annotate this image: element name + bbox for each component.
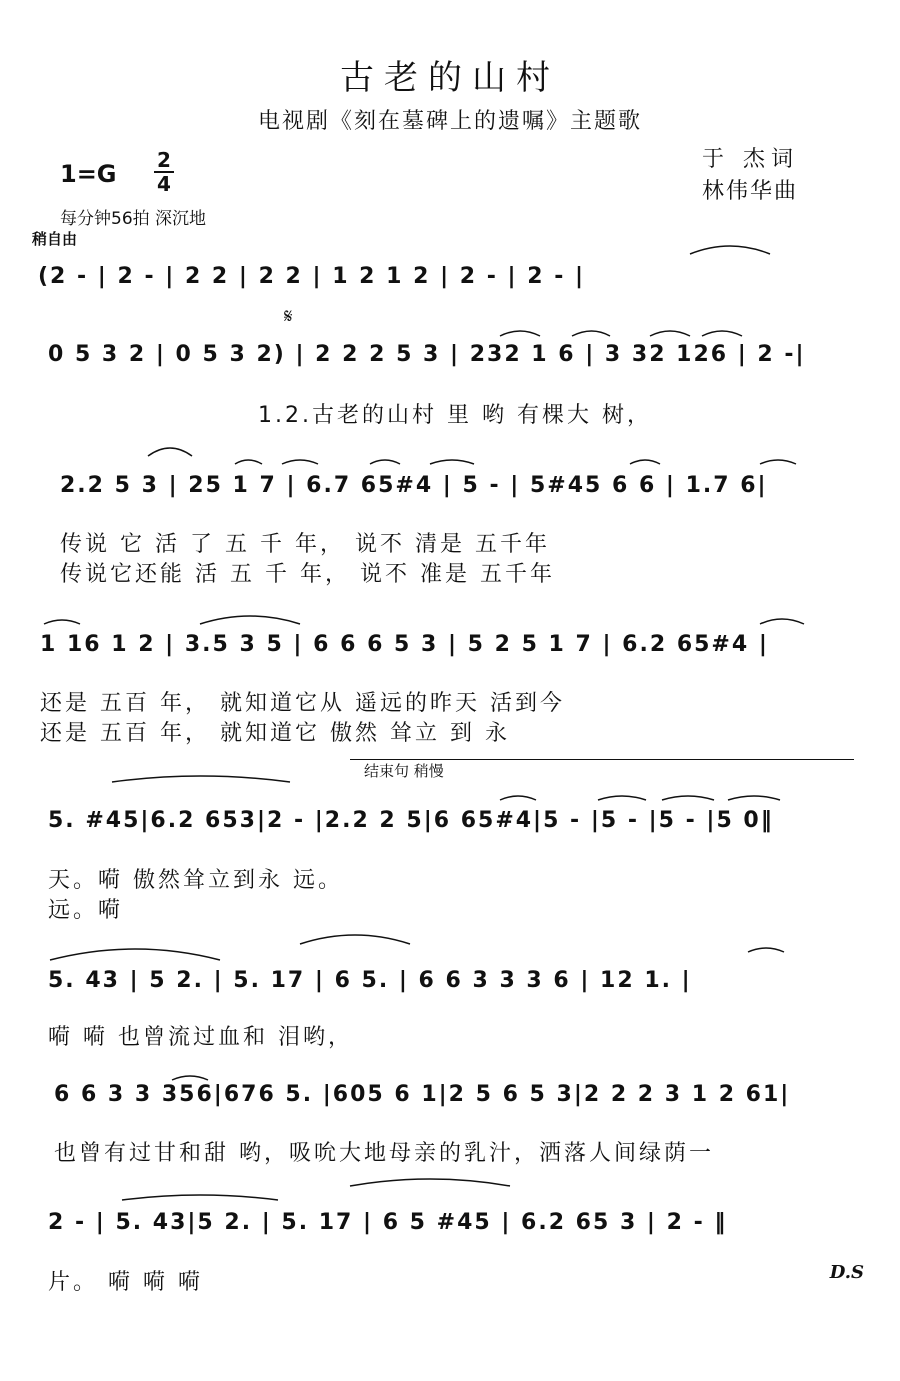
lyric-row-4-verse-2: 还是 五百 年， 就知道它 傲然 耸立 到 永: [40, 721, 510, 746]
free-tempo-marking: 稍自由: [32, 230, 78, 248]
dal-segno-mark: D.S: [829, 1262, 864, 1283]
time-bottom: 4: [157, 172, 171, 196]
time-top: 2: [157, 148, 171, 172]
lyricist-credit: 于 杰词: [702, 147, 799, 172]
lyric-row-4-verse-1: 还是 五百 年， 就知道它从 遥远的昨天 活到今: [40, 691, 565, 716]
lyric-row-7: 也曾有过甘和甜 哟，吸吮大地母亲的乳汁，洒落人间绿荫一: [54, 1141, 714, 1166]
lyric-row-3-verse-1: 传说 它 活 了 五 千 年， 说不 清是 五千年: [60, 532, 550, 557]
song-title: 古老的山村: [340, 58, 560, 98]
ending-label: 结束句 稍慢: [350, 759, 854, 780]
song-subtitle: 电视剧《刻在墓碑上的遗嘱》主题歌: [257, 109, 642, 134]
score-row-6: 5. 43 | 5 2. | 5. 17 | 6 5. | 6 6 3 3 3 6 | 12 1. |: [48, 968, 692, 993]
key-signature: 1=G: [60, 160, 117, 188]
composer-credit: 林伟华曲: [702, 179, 799, 204]
tempo-marking: 每分钟56拍 深沉地: [60, 209, 207, 229]
score-row-5: 5. #45|6.2 653|2 - |2.2 2 5|6 65#4|5 - |5 - |5 - |5 0‖: [48, 808, 774, 833]
score-row-2: 0 5 3 2 | 0 5 3 2) | 2 2 2 5 3 | 232 1 6 | 3 32 126 | 2 -|: [48, 342, 806, 367]
score-row-4: 1 16 1 2 | 3.5 3 5 | 6 6 6 5 3 | 5 2 5 1 7 | 6.2 65#4 |: [40, 632, 769, 657]
score-row-7: 6 6 3 3 356|676 5. |605 6 1|2 5 6 5 3|2 2 2 3 1 2 61|: [54, 1082, 791, 1107]
lyric-row-5-verse-1: 天。嗬 傲然耸立到永 远。: [48, 868, 343, 893]
score-row-3: 2.2 5 3 | 25 1 7 | 6.7 65#4 | 5 - | 5#45 6 6 | 1.7 6|: [60, 473, 768, 498]
score-row-1: (2 - | 2 - | 2 2 | 2 2 | 1 2 1 2 | 2 - | 2 - |: [38, 264, 586, 289]
lyric-row-6: 嗬 嗬 也曾流过血和 泪哟，: [48, 1025, 353, 1050]
lyric-row-3-verse-2: 传说它还能 活 五 千 年， 说不 准是 五千年: [60, 562, 555, 587]
lyric-row-5-verse-2: 远。嗬: [48, 898, 124, 923]
segno-sign: 𝄋: [284, 304, 293, 328]
lyric-row-2: 1.2.古老的山村 里 哟 有棵大 树，: [258, 403, 652, 428]
score-row-8: 2 - | 5. 43|5 2. | 5. 17 | 6 5 #45 | 6.2 65 3 | 2 - ‖: [48, 1210, 728, 1235]
lyric-row-8: 片。 嗬 嗬 嗬: [48, 1270, 203, 1295]
